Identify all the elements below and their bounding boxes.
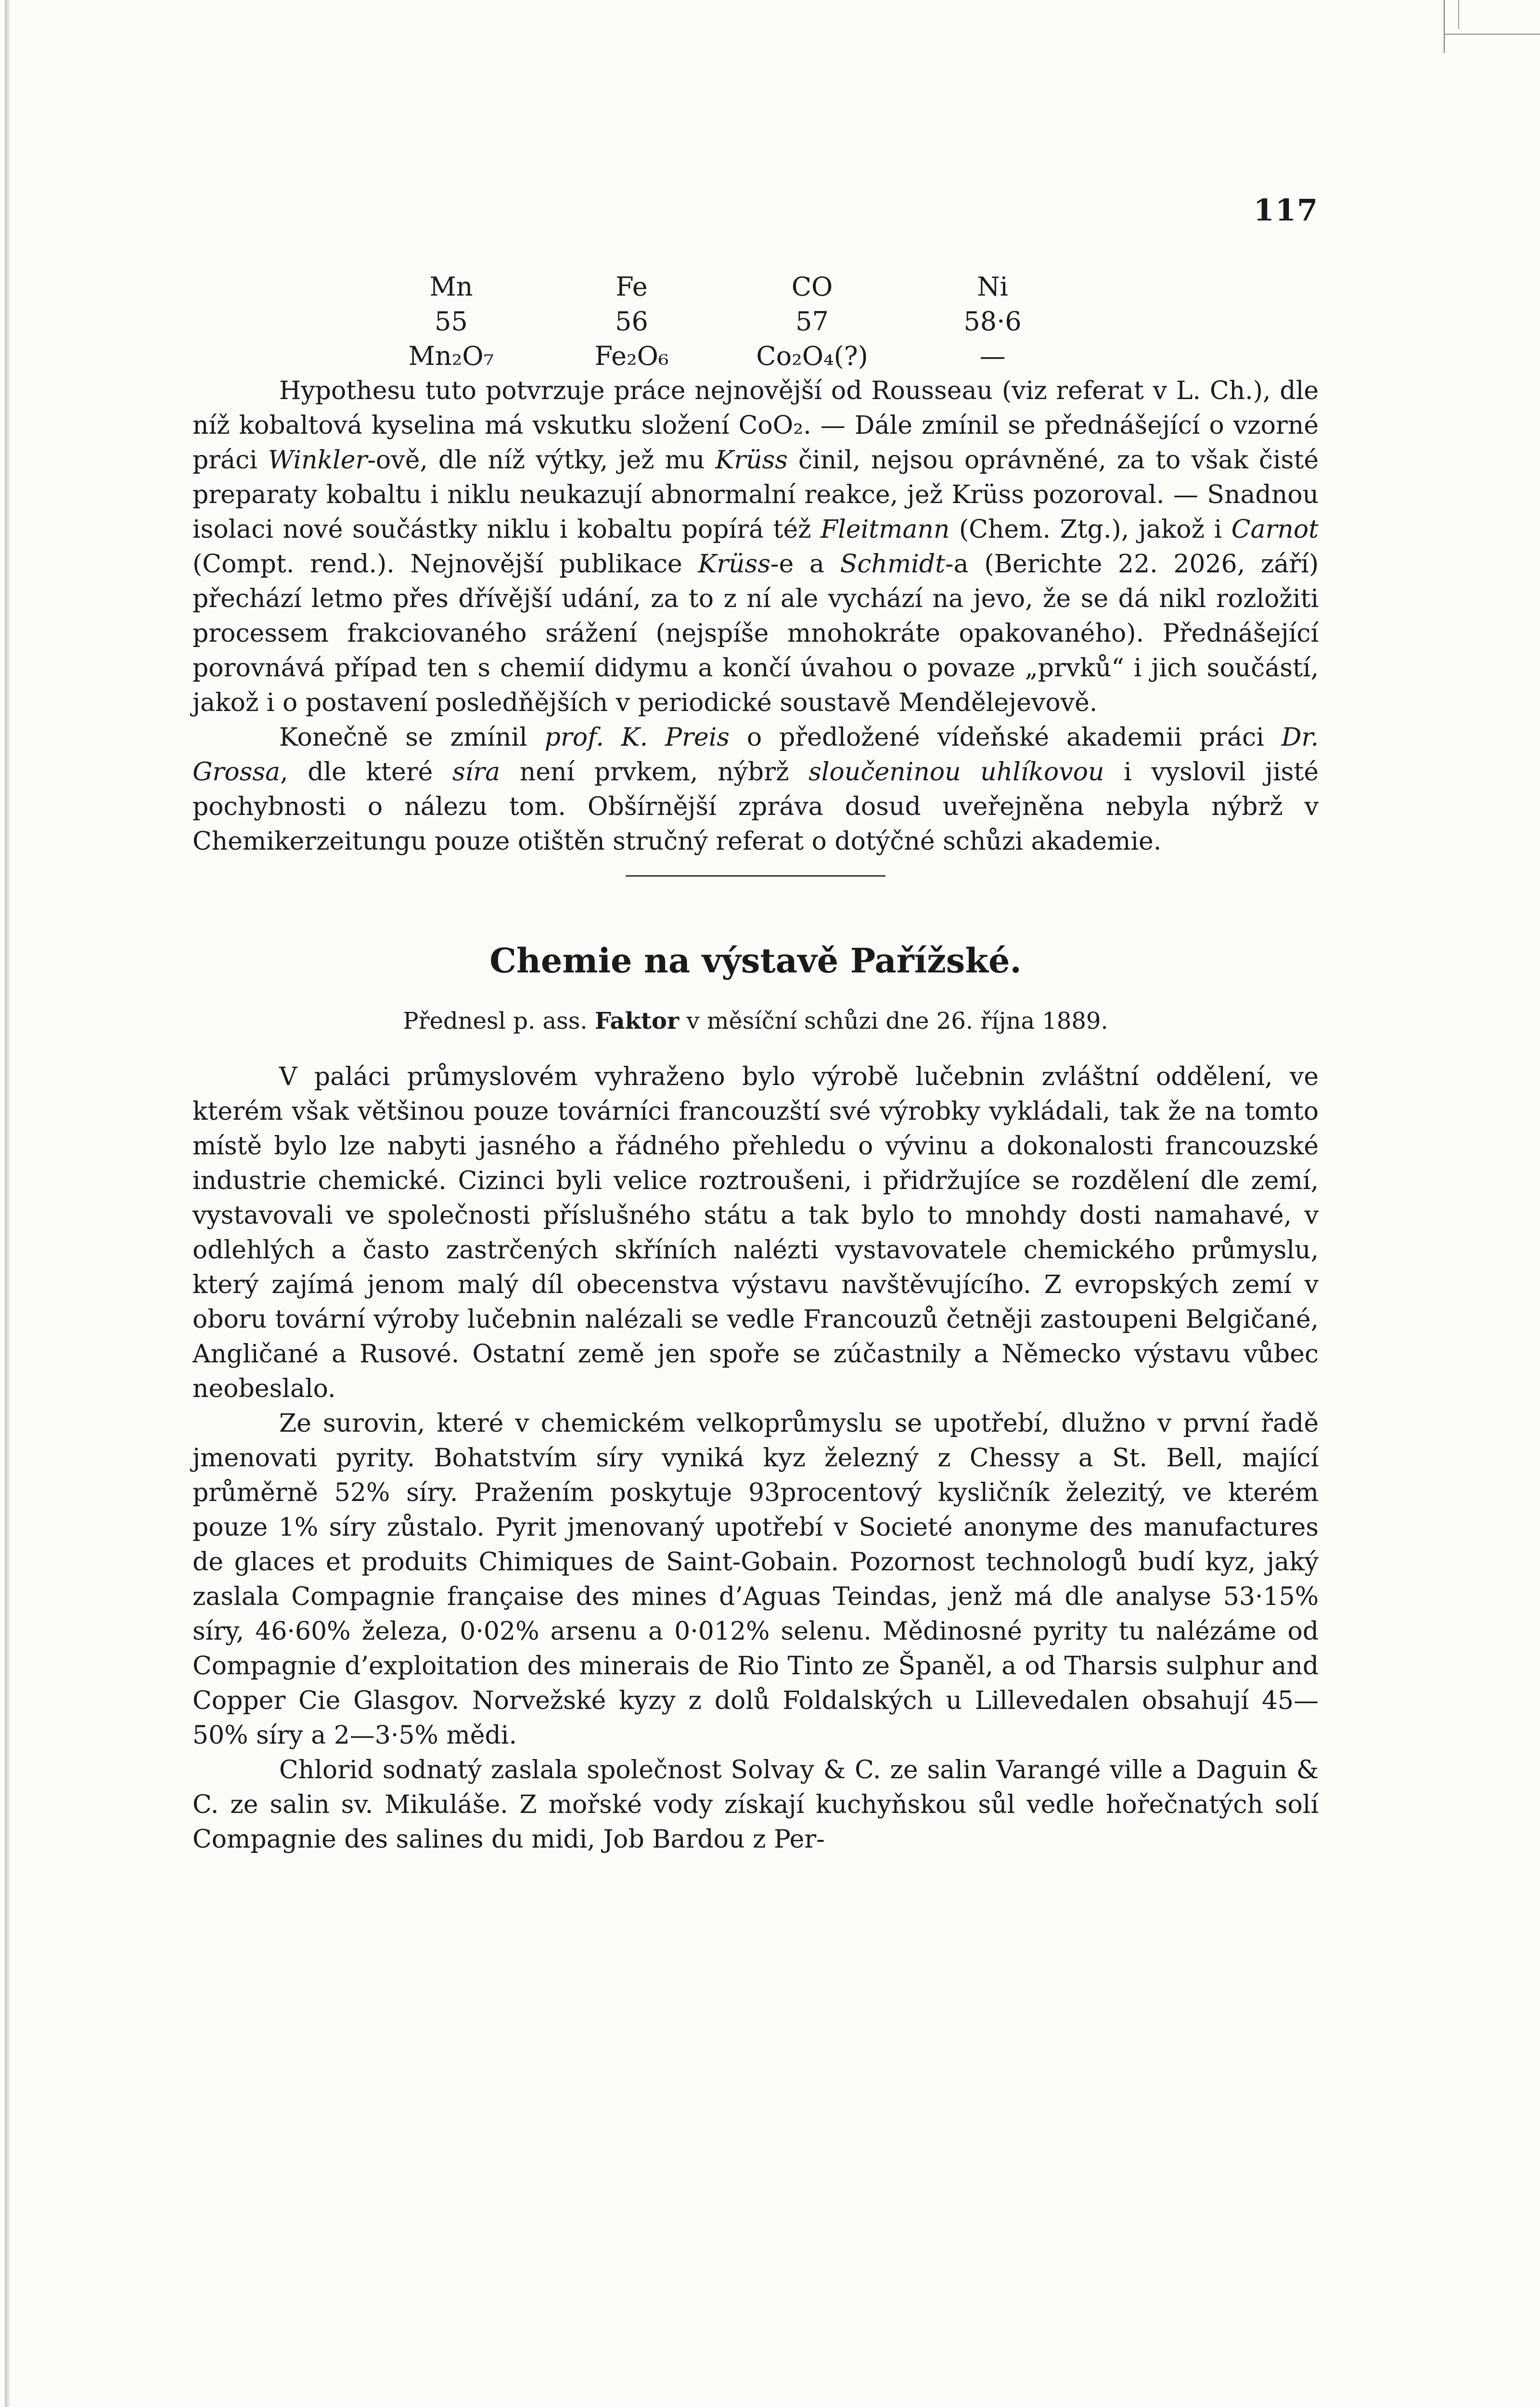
formula-table bbox=[361, 270, 1083, 374]
author-name: Fleitmann bbox=[821, 515, 950, 544]
table-cell: Fe₂O₆ bbox=[594, 341, 669, 371]
text-run: Přednesl p. ass. bbox=[403, 1008, 595, 1035]
author-name: Krüss bbox=[698, 550, 770, 579]
scan-edge-left bbox=[5, 0, 10, 2407]
paragraph-preis bbox=[192, 720, 1319, 859]
emphasis: sloučeninou uhlíkovou bbox=[808, 758, 1104, 787]
page-number: 117 bbox=[1253, 193, 1319, 228]
text-run: o předložené vídeňské akademii práci bbox=[729, 723, 1282, 752]
text-run: -e a bbox=[770, 550, 840, 579]
author-name: Winkler bbox=[268, 446, 368, 475]
paragraph-palace: V paláci průmyslovém vyhraženo bylo výrobě lučebnin zvláštní oddělení, ve kterém však většinou pouze továrníci francouzští své výrobky vykládali, tak že na tomto místě bylo lze nabyti jasného a řádného přehledu o vývinu a dokonalosti francouzské industrie chemické. Cizinci byli velice roztroušeni, i přidržujíce se rozdělení dle zemí, vystavovali ve společnosti příslušného státu a tak bylo to mnohdy dosti namahavé, v odlehlých a často zastrčených skříních nalézti vystavovatele chemického průmyslu, který zajímá jenom malý díl obecenstva výstavu navštěvujícího. Z evropských zemí v oboru tovární výroby lučebnin nalézali se vedle Francouzů četněji zastoupeni Belgičané, Angličané a Rusové. Ostatní země jen spoře se zúčastnily a Německo výstavu vůbec neobeslalo. bbox=[192, 1062, 1319, 1403]
byline bbox=[192, 1004, 1319, 1038]
table-cell: Mn₂O₇ bbox=[408, 341, 494, 371]
table-cell: CO bbox=[791, 272, 833, 302]
text-run: Konečně se zmínil bbox=[279, 723, 545, 752]
section-divider bbox=[626, 875, 886, 877]
text-run: i vyslovil jisté pochybnosti o nálezu tom. Obšírnější zpráva dosud uveřejněna nebyla nýbrž v Chemikerzeitungu pouze otištěn stručný referat o dotýčné schůzi akademie. bbox=[192, 758, 1319, 856]
paragraph-raw-materials: Ze surovin, které v chemickém velkoprůmyslu se upotřebí, dlužno v první řadě jmenovati pyrity. Bohatstvím síry vyniká kyz železný z Chessy a St. Bell, mající průměrně 52% síry. Pražením poskytuje 93procentový kysličník železitý, ve kterém pouze 1% síry zůstalo. Pyrit jmenovaný upotřebí v Societé anonyme des manufactures de glaces et produits Chimiques de Saint-Gobain. Pozornost technologů budí kyz, jaký zaslala Compagnie française des mines d’Aguas Teindas, jenž má dle analyse 53·15% síry, 46·60% železa, 0·02% arsenu a 0·012% selenu. Mědinosné pyrity tu nalézáme od Compagnie d’exploitation des minerais de Rio Tinto ze Španěl, a od Tharsis sulphur and Copper Cie Glasgov. Norvežské kyzy z dolů Foldalských u Lillevedalen obsahují 45—50% síry a 2—3·5% mědi. bbox=[192, 1409, 1319, 1750]
author-name: Krüss bbox=[715, 446, 788, 475]
table-cell: — bbox=[979, 341, 1006, 371]
table-cell: Ni bbox=[977, 272, 1008, 302]
table-cell: 55 bbox=[435, 306, 468, 336]
table-cell: 57 bbox=[796, 306, 829, 336]
author-name: Carnot bbox=[1231, 515, 1319, 544]
author-name: prof. K. Preis bbox=[544, 723, 730, 752]
table-cell: 58·6 bbox=[963, 306, 1022, 336]
formula-row-elements bbox=[361, 270, 1083, 304]
text-run: -a (Berichte 22. 2026, září) přechází letmo přes dřívější udání, za to z ní ale vychází na jevo, že se dá nikl rozložiti processem frakciovaného srážení (nejspíše mnohokráte opakovaného). Přednášející porovnává případ ten s chemií didymu a končí úvahou o povaze „prvků“ i jich součástí, jakož i o postavení posledňějších v periodické soustavě Mendělejevově. bbox=[192, 550, 1319, 717]
table-cell: Co₂O₄(?) bbox=[756, 341, 868, 371]
paragraph-hypothesis bbox=[192, 374, 1319, 720]
text-run: Hypothesu tuto potvrzuje práce nejnovější od Rousseau (viz referat v L. Ch.), dle níž kobaltová kyselina má vskutku složení CoO₂. — Dále zmínil se přednášející o vzorné práci bbox=[192, 376, 1319, 475]
formula-row-weights bbox=[361, 304, 1083, 339]
text-run: (Chem. Ztg.), jakož i bbox=[950, 515, 1232, 544]
formula-row-oxides bbox=[361, 339, 1083, 374]
scan-edge-marks bbox=[1439, 0, 1540, 58]
text-run: činil, nejsou oprávněné, za to však čisté preparaty kobaltu i niklu neukazují abnormalní reakce, jež Krüss pozoroval. — Snadnou isolaci nové součástky niklu i kobaltu popírá též bbox=[192, 446, 1319, 544]
table-cell: Fe bbox=[616, 272, 648, 302]
author-name: Faktor bbox=[594, 1008, 680, 1035]
text-run: (Compt. rend.). Nejnovější publikace bbox=[192, 550, 698, 579]
paragraph-sodium-chloride: Chlorid sodnatý zaslala společnost Solvay & C. ze salin Varangé ville a Daguin & C. ze salin sv. Mikuláše. Z mořské vody získají kuchyňskou sůl vedle hořečnatých solí Compagnie des salines du midi, Job Bardou z Per- bbox=[192, 1756, 1319, 1854]
page-content bbox=[192, 270, 1319, 1857]
text-run: není prvkem, nýbrž bbox=[500, 758, 809, 787]
author-name: Dr. Grossa bbox=[192, 723, 1319, 787]
text-run: , dle které bbox=[280, 758, 452, 787]
table-cell: 56 bbox=[615, 306, 648, 336]
text-run: -ově, dle níž výtky, jež mu bbox=[367, 446, 716, 475]
emphasis: síra bbox=[452, 758, 500, 787]
section-heading: Chemie na výstavě Pařížské. bbox=[489, 941, 1022, 981]
table-cell: Mn bbox=[429, 272, 473, 302]
author-name: Schmidt bbox=[840, 550, 945, 579]
text-run: v měsíční schůzi dne 26. října 1889. bbox=[679, 1008, 1108, 1035]
